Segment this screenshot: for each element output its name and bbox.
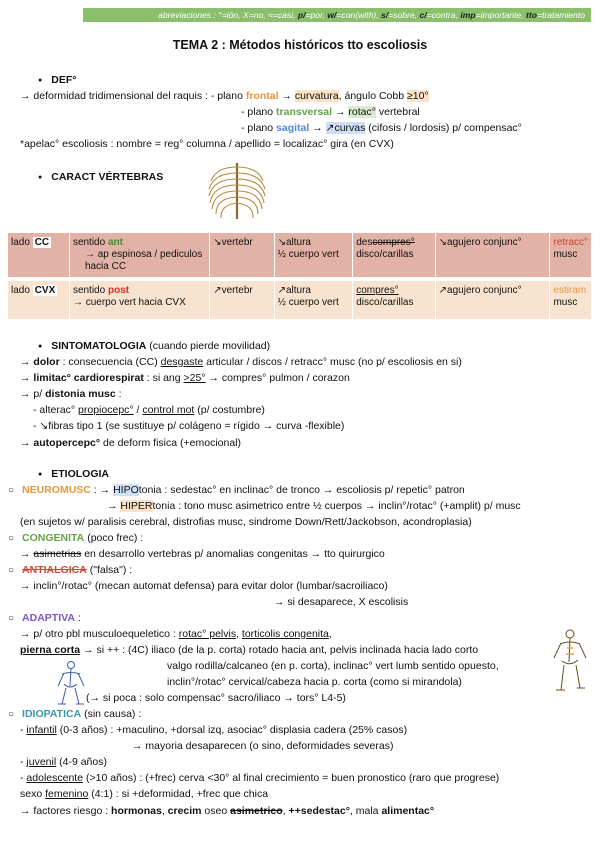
table-row [8,281,592,319]
congenita-line: ○ CONGENITA (poco frec) : [8,532,143,544]
def-line-transversal: - plano transversal → rotac° vertebral [241,106,420,118]
abbreviations-banner: abreviaciones : °=ión, X=no, ≈=casi, p/=por, w/=con(with), s/=sobre, c/=contra, imp=importante, tto=tratamiento [83,8,591,22]
etio-heading: ● ETIOLOGIA [38,468,109,480]
idiopatica-line: ○ IDIOPATICA (sin causa) : [8,708,141,720]
idiopatica-line: → mayoria desaparecen (o sino, deformidades severas) [132,740,394,752]
musc-cell: retracc° musc [550,233,592,277]
neuromusc-line: (en sujetos w/ paralisis cerebral, distrofias musc, sindrome Down/Rett/Jackobson, acondroplasia) [20,516,472,528]
musc-cell: estiram musc [550,281,592,319]
adaptiva-line: → p/ otro pbl musculoequeletico : rotac° pelvis, torticolis congenita, [20,628,332,640]
congenita-line: → asimetrias en desarrollo vertebras p/ anomalias congenitas → tto quirurgico [20,548,385,560]
altura-cell: ↘altura ½ cuerpo vert [274,233,353,277]
neuromusc-line: → HIPERtonia : tono musc asimetrico entre ½ cuerpos → inclin°/rotac° (+amplit) p/ musc [107,500,521,512]
sinto-heading: ● SINTOMATOLOGIA (cuando pierde movilidad) [38,340,270,352]
antialgica-line: → inclin°/rotac° (mecan automat defensa) para evitar dolor (lumbar/sacroiliaco) [20,580,388,592]
antialgica-line: ○ ANTIALGICA ("falsa") : [8,564,132,576]
antialgica-line: → si desaparece, X escolisis [274,596,409,608]
def-line-sagital: - plano sagital → ↗curvas (cifosis / lordosis) p/ compensac° [241,122,522,134]
sinto-line: → dolor : consecuencia (CC) desgaste articular / discos / retracc° musc (no p/ escoliosis en si) [20,356,462,368]
pierna-line: inclin°/rotac° cervical/cabeza hacia p. corta (como si mirandola) [167,676,462,688]
def-heading: ● DEF° [38,74,76,86]
agujero-cell: ↘agujero conjunc° [435,233,550,277]
side-cell: lado CVX [8,281,69,319]
apelac-note: *apelac° escoliosis : nombre = reg° columna / apellido = localizac° gira (en CVX) [20,138,394,150]
skeleton-figure-icon [550,628,590,692]
vertebrae-table [8,233,592,319]
page-title: TEMA 2 : Métodos históricos tto escoliosis [172,38,428,52]
idiopatica-line: sexo femenino (4:1) : si +deformidad, +frec que chica [20,788,269,800]
sinto-line: → limitac° cardiorespirat : si ang >25° → compres° pulmon / corazon [20,372,350,384]
sinto-line: → p/ distonia musc : [20,388,122,400]
idiopatica-line: - juvenil (4-9 años) [20,756,107,768]
idiopatica-line: → factores riesgo : hormonas, crecim oseo asimetrico, ++sedestac°, mala alimentac° [20,805,435,817]
sentido-cell: sentido ant → ap espinosa / pediculos hacia CC [69,233,209,277]
caract-heading: ● CARACT VÉRTEBRAS [38,171,163,183]
vertebr-cell: ↘vertebr [210,233,274,277]
pierna-line: pierna corta → si ++ : (4C) iliaco (de la p. corta) rotado hacia ant, pelvis inclinada hacia lado corto [20,644,479,656]
adaptiva-line: ○ ADAPTIVA : [8,612,81,624]
sinto-line: - ↘fibras tipo 1 (se sustituye p/ colágeno = rígido → curva -flexible) [33,420,345,432]
pierna-line: valgo rodilla/calcaneo (en p. corta), inclinac° vert lumb sentido opuesto, [167,660,499,672]
altura-cell: ↗altura ½ cuerpo vert [274,281,353,319]
vertebr-cell: ↗vertebr [210,281,274,319]
compres-cell: descompres° disco/carillas [353,233,435,277]
side-cell: lado CC [8,233,69,277]
agujero-cell: ↗agujero conjunc° [435,281,550,319]
def-line-frontal: → deformidad tridimensional del raquis : - plano frontal → curvatura, ángulo Cobb ≥10° [20,90,429,102]
compres-cell: compres° disco/carillas [353,281,435,319]
sinto-line: → autopercepc° de deform fisica (+emocional) [20,437,241,449]
skeleton-figure-icon [52,660,90,706]
idiopatica-line: - adolescente (>10 años) : (+frec) cerva <30° al final crecimiento = buen pronostico (raro que progrese) [20,772,500,784]
neuromusc-line: ○ NEUROMUSC : → HIPOtonia : sedestac° en inclinac° de tronco → escoliosis p/ repetic° patron [8,484,465,496]
idiopatica-line: - infantil (0-3 años) : +maculino, +dorsal izq, asociac° displasia cadera (25% casos) [20,724,408,736]
rib-cage-illustration [206,161,268,223]
sentido-cell: sentido post → cuerpo vert hacia CVX [69,281,209,319]
sinto-line: - alterac° propiocepc° / control mot (p/ costumbre) [33,404,265,416]
pierna-line: (→ si poca : solo compensac° sacro/iliaco → tors° L4-5) [86,692,346,704]
table-row [8,233,592,277]
